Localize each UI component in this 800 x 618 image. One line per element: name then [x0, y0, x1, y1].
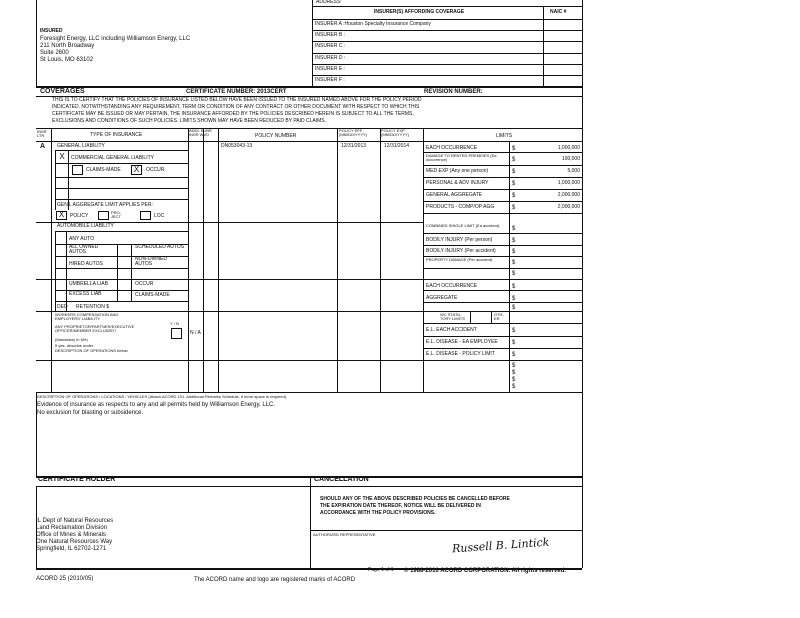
- address-label: ADDRESS:: [316, 0, 342, 5]
- notice-line-2: INDICATED. NOTWITHSTANDING ANY REQUIREMENT, TERM OR CONDITION OF ANY CONTRACT OR OTHER DOCUMENT WITH RESPECT TO WHICH THIS: [52, 104, 420, 110]
- wc-split: [470, 311, 471, 323]
- col-divider: [51, 128, 52, 392]
- rule: [310, 530, 582, 531]
- copyright: © 1988-2010 ACORD CORPORATION. All rights reserved.: [404, 568, 566, 574]
- authorized-representative-label: AUTHORIZED REPRESENTATIVE: [313, 532, 376, 537]
- occur-checkbox-mark: X: [133, 165, 140, 174]
- rule: [423, 268, 582, 269]
- auto-title: AUTOMOBILE LIABILITY: [57, 223, 114, 229]
- project-label: PRO-JECT: [111, 210, 121, 219]
- auto-check-col: [131, 244, 132, 279]
- dollar-sign: $: [512, 377, 516, 383]
- col-divider: [423, 128, 424, 392]
- dollar-sign: $: [512, 296, 516, 302]
- holder-line-1: IL Dept of Natural Resources: [36, 518, 114, 524]
- wc-excluded-checkbox[interactable]: [171, 328, 182, 339]
- auto-check-col: [55, 231, 56, 279]
- rule: [423, 213, 582, 214]
- gl-policy-number: DN053043-13: [221, 143, 253, 149]
- insurer-a: INSURER A :Houston Specialty Insurance Company: [315, 21, 431, 27]
- gl-exp-date: 12/31/2014: [384, 143, 410, 149]
- left-border: [36, 392, 37, 476]
- coverages-top-rule: [36, 86, 582, 88]
- insurer-e: INSURER E :: [315, 66, 346, 72]
- insurer-block-divider: [312, 0, 313, 86]
- dollar-sign: $: [512, 226, 516, 232]
- rule: [55, 150, 188, 151]
- gl-limit-value-5: 2,000,000: [557, 192, 580, 198]
- dollar-sign: $: [512, 193, 516, 199]
- dollar-sign: $: [512, 205, 516, 211]
- umbrella-limit-label-1: EACH OCCURRENCE: [426, 283, 478, 289]
- rule: [312, 64, 582, 65]
- col-divider: [509, 141, 510, 392]
- insurer-f: INSURER F :: [315, 77, 345, 83]
- wc-describe-2: DESCRIPTION OF OPERATIONS below: [55, 348, 128, 353]
- rule: [55, 231, 188, 232]
- wc-na: N / A: [190, 330, 201, 336]
- cancellation-title: CANCELLATION: [314, 476, 369, 483]
- holder-divider: [310, 476, 311, 568]
- col-policy-eff: POLICY EFF (MM/DD/YYYY): [339, 128, 367, 137]
- col-addl-subr: ADDL SUBR INSR WVD: [189, 128, 212, 137]
- gl-limit-value-4: 1,000,000: [557, 180, 580, 186]
- insured-line-2: 211 North Broadway: [40, 43, 95, 49]
- dollar-sign: $: [512, 284, 516, 290]
- commercial-gl-label: COMMERCIAL GENERAL LIABILITY: [71, 155, 154, 161]
- retention-label: RETENTION $: [76, 304, 110, 310]
- cancellation-line-3: ACCORDANCE WITH THE POLICY PROVISIONS.: [320, 510, 436, 516]
- rule: [36, 486, 582, 487]
- rule: [423, 201, 582, 202]
- notice-line-1: THIS IS TO CERTIFY THAT THE POLICIES OF INSURANCE LISTED BELOW HAVE BEEN ISSUED TO THE INSURED NAMED ABOVE FOR THE POLICY PERIOD: [52, 97, 422, 103]
- dollar-sign: $: [512, 271, 516, 277]
- ded-label: DED: [57, 304, 68, 310]
- notice-line-4: EXCLUSIONS AND CONDITIONS OF SUCH POLICIES. LIMITS SHOWN MAY HAVE BEEN REDUCED BY PAID CLAIMS.: [52, 118, 327, 124]
- gl-limit-value-1: 1,000,000: [557, 145, 580, 151]
- holder-line-3: Office of Mines & Minerals: [36, 532, 106, 538]
- wc-yn: Y / N: [170, 321, 179, 326]
- col-policy-exp: POLICY EXP (MM/DD/YYYY): [381, 128, 409, 137]
- holder-line-4: One Natural Resources Way: [36, 539, 113, 545]
- rule: [312, 53, 582, 54]
- revision-number: REVISION NUMBER:: [424, 89, 483, 95]
- dollar-sign: $: [512, 169, 516, 175]
- cancellation-line-1: SHOULD ANY OF THE ABOVE DESCRIBED POLICIES BE CANCELLED BEFORE: [320, 496, 510, 502]
- page-number: Page 1 of 1: [368, 567, 394, 573]
- rule: [55, 177, 188, 178]
- insured-line-4: St Louis, MO 63102: [40, 57, 94, 63]
- project-checkbox[interactable]: [98, 211, 109, 220]
- dollar-sign: $: [512, 249, 516, 255]
- certificate-number: CERTIFICATE NUMBER: 2013CERT: [186, 89, 287, 95]
- right-border: [582, 476, 583, 568]
- rule: [423, 233, 582, 234]
- claims-made-checkbox[interactable]: [72, 165, 83, 175]
- cancellation-line-2: THE EXPIRATION DATE THEREOF, NOTICE WILL BE DELIVERED IN: [320, 503, 481, 509]
- gl-limit-label-3: MED EXP (Any one person): [426, 168, 489, 174]
- gl-check-col: [68, 150, 69, 210]
- umbrella-occur-label: OCCUR: [135, 281, 154, 287]
- col-divider: [337, 128, 338, 392]
- rule: [36, 128, 582, 129]
- rule: [36, 141, 582, 142]
- gl-limit-label-2: DAMAGE TO RENTED PREMISES (Ea occurrence): [426, 153, 497, 162]
- description-line-1: Evidence of insurance as respects to any and all permits held by Williamson Energy, LLC.: [37, 402, 276, 408]
- auto-check-col: [117, 244, 118, 279]
- col-divider: [218, 128, 219, 392]
- policy-label: POLICY: [70, 213, 89, 219]
- any-auto-label: ANY AUTO: [69, 236, 95, 242]
- excess-liab-label: EXCESS LIAB: [69, 291, 102, 297]
- scheduled-autos-label: SCHEDULED AUTOS: [135, 244, 185, 250]
- rule: [423, 245, 582, 246]
- auto-limit-label-3: BODILY INJURY (Per accident): [426, 248, 496, 254]
- gen-aggregate-applies: GEN'L AGGREGATE LIMIT APPLIES PER:: [57, 202, 153, 208]
- dollar-sign: $: [512, 181, 516, 187]
- rule: [423, 323, 582, 324]
- wc-describe: If yes, describe under: [55, 343, 94, 348]
- col-divider: [203, 128, 204, 392]
- rule: [55, 163, 188, 164]
- insured-line-3: Suite 2600: [40, 50, 69, 56]
- loc-label: LOC: [154, 213, 165, 219]
- wc-split: [491, 311, 492, 323]
- auto-limit-label-1: COMBINED SINGLE LIMIT (Ea accident): [426, 223, 500, 228]
- gl-limit-label-5: GENERAL AGGREGATE: [426, 192, 483, 198]
- dollar-sign: $: [512, 157, 516, 163]
- gl-limit-value-6: 2,000,000: [557, 204, 580, 210]
- col-type-of-insurance: TYPE OF INSURANCE: [90, 132, 143, 138]
- rule: [423, 348, 582, 349]
- rule: [312, 75, 582, 76]
- holder-top-rule: [36, 476, 582, 478]
- rule: [36, 360, 582, 361]
- coverages-title: COVERAGES: [40, 88, 85, 95]
- auto-limit-label-2: BODILY INJURY (Per person): [426, 237, 493, 243]
- dollar-sign: $: [512, 340, 516, 346]
- rule: [423, 336, 582, 337]
- wc-other: OTH-ER: [494, 312, 504, 321]
- rule: [423, 290, 582, 291]
- rule: [36, 392, 582, 393]
- notice-line-3: CERTIFICATE MAY BE ISSUED OR MAY PERTAIN, THE INSURANCE AFFORDED BY THE POLICIES DESCRIBED HEREIN IS SUBJECT TO ALL THE TERMS,: [52, 111, 414, 117]
- rule: [312, 6, 582, 7]
- insurer-block-right-border: [582, 0, 583, 86]
- wc-mandatory: (Mandatory in NH): [55, 337, 88, 342]
- rule: [423, 302, 582, 303]
- col-divider: [380, 128, 381, 392]
- wc-proprietor-question: ANY PROPRIETOR/PARTNER/EXECUTIVE OFFICER/MEMBER EXCLUDED?: [55, 324, 135, 333]
- right-border: [582, 86, 583, 392]
- loc-checkbox[interactable]: [140, 211, 151, 220]
- rule: [312, 41, 582, 42]
- description-label: DESCRIPTION OF OPERATIONS / LOCATIONS / VEHICLES (Attach ACORD 101, Additional Remarks Schedule, if more space is required): [37, 394, 287, 399]
- gl-limit-value-2: 100,000: [561, 156, 580, 162]
- gl-limit-label-1: EACH OCCURRENCE: [426, 145, 478, 151]
- rule: [55, 188, 188, 189]
- insured-line-1: Foresight Energy, LLC including Williamson Energy, LLC: [40, 36, 191, 42]
- col-divider: [188, 128, 189, 392]
- gl-limit-label-6: PRODUCTS - COMP/OP AGG: [426, 204, 495, 210]
- dollar-sign: $: [512, 146, 516, 152]
- rule: [312, 30, 582, 31]
- rule: [423, 177, 582, 178]
- all-owned-autos-label: ALL OWNED AUTOS: [69, 244, 99, 255]
- rule: [55, 199, 188, 200]
- auto-check-col: [66, 231, 67, 279]
- rule: [55, 301, 188, 302]
- gl-limit-label-4: PERSONAL & ADV INJURY: [426, 180, 489, 186]
- rule: [423, 165, 582, 166]
- dollar-sign: $: [512, 363, 516, 369]
- form-number: ACORD 25 (2010/05): [36, 576, 94, 582]
- col-insr-ltr: INSR LTR: [37, 129, 47, 138]
- gl-title: GENERAL LIABILITY: [57, 143, 105, 149]
- umbrella-check-col: [55, 279, 56, 311]
- insurers-affording-heading: INSURER(S) AFFORDING COVERAGE: [374, 9, 465, 15]
- gl-insurer-letter: A: [40, 143, 46, 150]
- certificate-holder-title: CERTIFICATE HOLDER: [38, 476, 116, 483]
- dollar-sign: $: [512, 260, 516, 266]
- dollar-sign: $: [512, 305, 516, 311]
- insured-label: INSURED: [40, 28, 63, 34]
- insurer-d: INSURER D :: [315, 55, 346, 61]
- holder-line-5: Springfield, IL 62702-1271: [36, 546, 107, 552]
- rule: [55, 268, 188, 269]
- col-policy-number: POLICY NUMBER: [255, 133, 297, 139]
- umbrella-limit-label-2: AGGREGATE: [426, 295, 458, 301]
- left-border: [36, 0, 37, 86]
- wc-title: WORKERS COMPENSATION AND EMPLOYERS' LIABILITY: [55, 312, 119, 321]
- gl-eff-date: 12/31/2013: [341, 143, 367, 149]
- gl-limit-value-3: 5,000: [567, 168, 580, 174]
- rule: [423, 189, 582, 190]
- signature: Russell B. Lintick: [451, 535, 550, 556]
- naic-column-divider: [543, 6, 544, 86]
- right-border: [582, 392, 583, 476]
- dollar-sign: $: [512, 370, 516, 376]
- rule: [312, 19, 582, 20]
- wc-statutory: WC STATU-TORY LIMITS: [440, 312, 465, 321]
- dollar-sign: $: [512, 384, 516, 390]
- hired-autos-label: HIRED AUTOS: [69, 261, 103, 267]
- commercial-gl-checkbox[interactable]: X: [59, 152, 65, 161]
- wc-limit-label-2: E.L. DISEASE - EA EMPLOYEE: [426, 339, 498, 345]
- wc-limit-label-1: E.L. EACH ACCIDENT: [426, 327, 477, 333]
- naic-heading: NAIC #: [550, 9, 567, 15]
- trademark-notice: The ACORD name and logo are registered marks of ACORD: [194, 577, 356, 583]
- occur-label: OCCUR: [146, 167, 165, 173]
- dollar-sign: $: [512, 328, 516, 334]
- non-owned-autos-label: NON-OWNED AUTOS: [135, 256, 167, 267]
- insurer-c: INSURER C :: [315, 43, 346, 49]
- umbrella-claims-made-label: CLAIMS-MADE: [135, 292, 170, 298]
- description-line-2: No exclusion for blasting or subsidence.: [37, 410, 144, 416]
- dollar-sign: $: [512, 238, 516, 244]
- umbrella-liab-label: UMBRELLA LIAB: [69, 281, 108, 287]
- claims-made-label: CLAIMS-MADE: [86, 167, 121, 173]
- col-limits: LIMITS: [496, 133, 513, 139]
- holder-line-2: Land Reclamation Division: [36, 525, 108, 531]
- policy-checkbox-mark: X: [58, 210, 65, 219]
- insurer-b: INSURER B :: [315, 32, 346, 38]
- auto-limit-label-4: PROPERTY DAMAGE (Per accident): [426, 257, 493, 262]
- dollar-sign: $: [512, 352, 516, 358]
- wc-limit-label-3: E.L. DISEASE - POLICY LIMIT: [426, 351, 495, 357]
